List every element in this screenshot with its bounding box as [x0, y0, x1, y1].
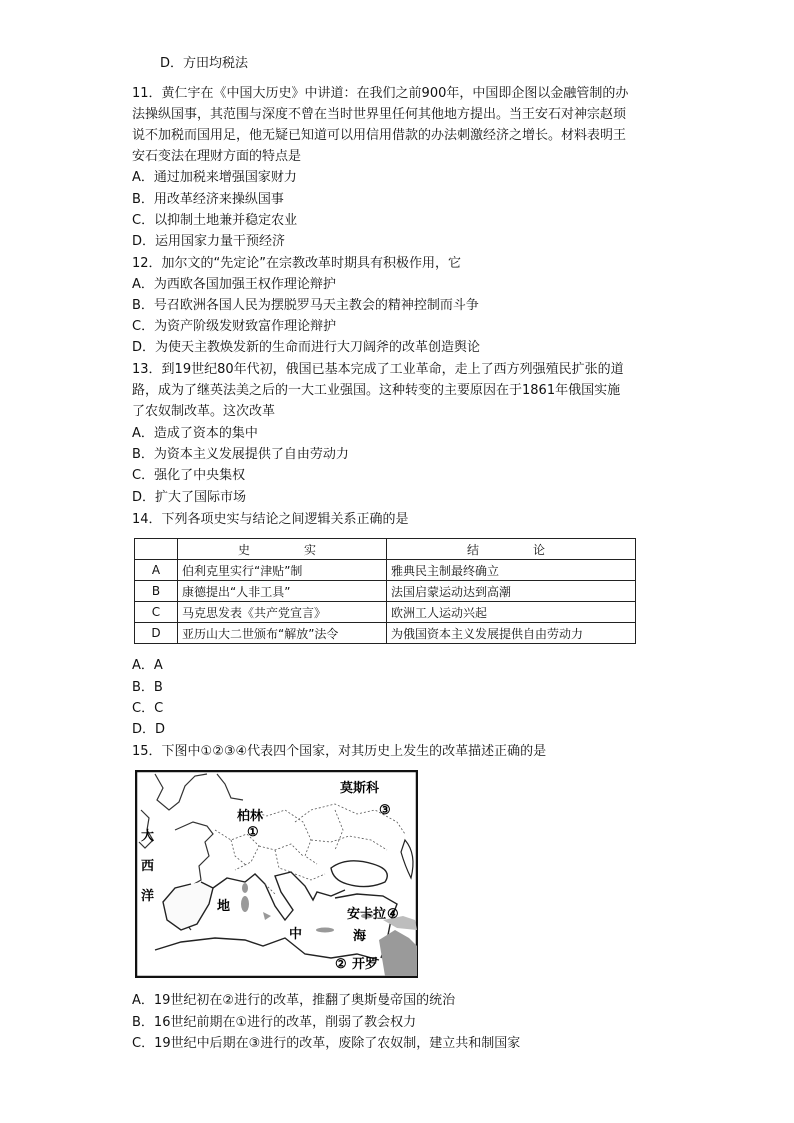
- q14-stem: 14．下列各项史实与结论之间逻辑关系正确的是: [132, 512, 409, 527]
- q15-option-b: B．16世纪前期在①进行的改革，削弱了教会权力: [132, 1015, 417, 1030]
- map-label-moscow: 莫斯科: [340, 781, 380, 796]
- map-label-berlin: 柏林: [237, 809, 264, 824]
- map-label-med-3: 海: [353, 929, 367, 944]
- table-row: [135, 560, 636, 581]
- map-label-n4: ④: [387, 907, 399, 922]
- q15-option-c: C．19世纪中后期在③进行的改革，废除了农奴制，建立共和制国家: [132, 1036, 521, 1051]
- q13-stem-line: 路，成为了继英法美之后的一大工业强国。这种转变的主要原因在于1861年俄国实施: [132, 383, 621, 398]
- table-cell: 法国启蒙运动达到高潮: [387, 581, 636, 602]
- q11-option-c: C．以抑制土地兼并稳定农业: [132, 213, 298, 228]
- map-label-med-1: 地: [217, 899, 231, 914]
- q13-option-c: C．强化了中央集权: [132, 468, 246, 483]
- q11-stem-line: 法操纵国事，其范围与深度不曾在当时世界里任何其他地方提出。当王安石对神宗赵顼: [132, 107, 627, 122]
- q11-stem-line: 11．黄仁宇在《中国大历史》中讲道：在我们之前900年，中国即企图以金融管制的办: [132, 86, 629, 101]
- europe-map: [135, 770, 418, 978]
- table-row: [135, 602, 636, 623]
- table-cell: A: [135, 560, 178, 581]
- map-label-n3: ③: [379, 803, 391, 818]
- table-header: 史 实: [178, 539, 387, 560]
- table-row: [135, 581, 636, 602]
- table-cell: C: [135, 602, 178, 623]
- q13-option-b: B．为资本主义发展提供了自由劳动力: [132, 447, 349, 462]
- q14-option-d: D．D: [132, 722, 166, 737]
- table-header: 结 论: [387, 539, 636, 560]
- q12-option-b: B．号召欧洲各国人民为摆脱罗马天主教会的精神控制而斗争: [132, 298, 479, 313]
- facts-conclusions-table: [134, 538, 636, 644]
- q11-stem-line: 安石变法在理财方面的特点是: [132, 149, 302, 164]
- map-label-atlantic-3: 洋: [141, 889, 155, 904]
- table-header-row: [135, 539, 636, 560]
- table-row: [135, 623, 636, 644]
- map-label-n1: ①: [247, 825, 259, 840]
- q11-stem-line: 说不加税而国用足，他无疑已知道可以用信用借款的办法刺激经济之增长。材料表明王: [132, 128, 627, 143]
- q13-option-d: D．扩大了国际市场: [132, 490, 247, 505]
- q14-option-b: B．B: [132, 680, 163, 695]
- q11-option-b: B．用改革经济来操纵国事: [132, 192, 284, 207]
- q13-stem-line: 13．到19世纪80年代初，俄国已基本完成了工业革命，走上了西方列强殖民扩张的道: [132, 362, 624, 377]
- q14-option-c: C．C: [132, 701, 164, 716]
- q15-stem: 15．下图中①②③④代表四个国家，对其历史上发生的改革描述正确的是: [132, 744, 547, 759]
- table-cell: 亚历山大二世颁布“解放”法令: [178, 623, 387, 644]
- table-cell: 康德提出“人非工具”: [178, 581, 387, 602]
- q12-option-d: D．为使天主教焕发新的生命而进行大刀阔斧的改革创造舆论: [132, 340, 481, 355]
- table-header: [135, 539, 178, 560]
- map-label-med-2: 中: [289, 927, 303, 942]
- q12-stem: 12．加尔文的“先定论”在宗教改革时期具有积极作用，它: [132, 256, 462, 271]
- q11-option-a: A．通过加税来增强国家财力: [132, 170, 297, 185]
- map-label-atlantic-2: 西: [141, 859, 155, 874]
- q12-option-c: C．为资产阶级发财致富作理论辩护: [132, 319, 337, 334]
- table-cell: B: [135, 581, 178, 602]
- q12-option-a: A．为西欧各国加强王权作理论辩护: [132, 277, 336, 292]
- table-cell: 伯利克里实行“津贴”制: [178, 560, 387, 581]
- map-label-ankara: 安卡拉: [347, 907, 387, 922]
- table-cell: 欧洲工人运动兴起: [387, 602, 636, 623]
- q11-option-d: D．运用国家力量干预经济: [132, 234, 286, 249]
- q15-option-a: A．19世纪初在②进行的改革，推翻了奥斯曼帝国的统治: [132, 993, 456, 1008]
- q13-stem-line: 了农奴制改革。这次改革: [132, 404, 276, 419]
- map-label-atlantic-1: 大: [141, 829, 155, 844]
- table-cell: 雅典民主制最终确立: [387, 560, 636, 581]
- table-cell: D: [135, 623, 178, 644]
- q10-option-d: D．方田均税法: [160, 56, 249, 71]
- map-label-n2: ②: [335, 957, 347, 972]
- q14-option-a: A．A: [132, 658, 163, 673]
- map-label-cairo: 开罗: [352, 957, 379, 972]
- table-cell: 为俄国资本主义发展提供自由劳动力: [387, 623, 636, 644]
- q13-option-a: A．造成了资本的集中: [132, 426, 258, 441]
- table-cell: 马克思发表《共产党宣言》: [178, 602, 387, 623]
